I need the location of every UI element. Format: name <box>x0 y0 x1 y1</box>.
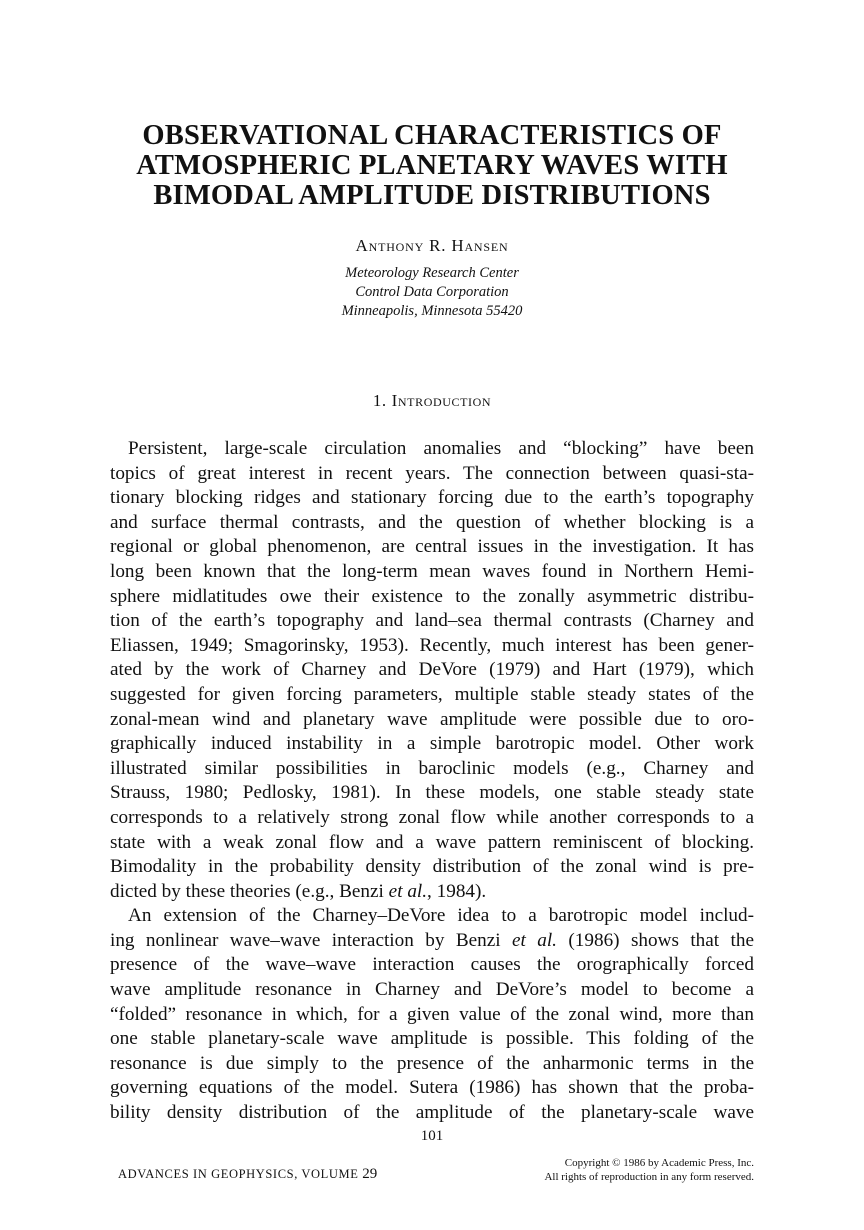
body-line: corresponds to a relatively strong zonal flow while another corresponds to a <box>110 806 754 828</box>
body-line: resonance is due simply to the presence of the anharmonic terms in the <box>110 1052 754 1074</box>
journal-name: ADVANCES IN GEOPHYSICS, VOLUME <box>118 1167 359 1181</box>
copyright-line: Copyright © 1986 by Academic Press, Inc. <box>564 1157 754 1169</box>
journal-footer <box>118 1166 377 1183</box>
body-line: An extension of the Charney–DeVore idea to a barotropic model includ- <box>128 905 754 927</box>
body-line: illustrated similar possibilities in baroclinic models (e.g., Charney and <box>110 757 754 779</box>
title-line: OBSERVATIONAL CHARACTERISTICS OF <box>142 120 722 151</box>
body-line: one stable planetary-scale wave amplitude is possible. This folding of the <box>110 1028 754 1050</box>
body-line: zonal-mean wind and planetary wave amplitude were possible due to oro- <box>110 708 754 730</box>
body-line: topics of great interest in recent years. The connection between quasi-sta- <box>110 462 754 484</box>
paper-title <box>60 121 804 211</box>
author-name: Anthony R. Hansen <box>355 236 509 255</box>
body-line: ated by the work of Charney and DeVore (1979) and Hart (1979), which <box>110 659 754 681</box>
body-line: state with a weak zonal flow and a wave pattern reminiscent of blocking. <box>110 831 754 853</box>
body-line: tion of the earth’s topography and land–sea thermal contrasts (Charney and <box>110 610 754 632</box>
affiliation-line: Meteorology Research Center <box>345 265 519 281</box>
section-heading: 1. Introduction <box>372 391 492 410</box>
volume-number: 29 <box>362 1166 378 1182</box>
page-number: 101 <box>420 1128 444 1144</box>
copyright-line: All rights of reproduction in any form reserved. <box>544 1171 754 1183</box>
body-line: regional or global phenomenon, are central issues in the investigation. It has <box>110 536 754 558</box>
body-line: wave amplitude resonance in Charney and DeVore’s model to become a <box>110 979 754 1001</box>
body-line: graphically induced instability in a simple barotropic model. Other work <box>110 733 754 755</box>
title-line: BIMODAL AMPLITUDE DISTRIBUTIONS <box>153 180 711 211</box>
body-line: bility density distribution of the amplitude of the planetary-scale wave <box>110 1102 754 1124</box>
body-line: long been known that the long-term mean waves found in Northern Hemi- <box>110 560 754 582</box>
affiliation-line: Control Data Corporation <box>355 284 509 300</box>
body-line: Strauss, 1980; Pedlosky, 1981). In these models, one stable steady state <box>110 782 754 804</box>
copyright-notice <box>544 1156 754 1184</box>
affiliation-line: Minneapolis, Minnesota 55420 <box>341 303 523 319</box>
body-text <box>110 437 754 1126</box>
body-line: Bimodality in the probability density distribution of the zonal wind is pre- <box>110 856 754 878</box>
body-line: “folded” resonance in which, for a given value of the zonal wind, more than <box>110 1003 754 1025</box>
affiliation <box>0 264 864 321</box>
body-line: and surface thermal contrasts, and the question of whether blocking is a <box>110 511 754 533</box>
body-line: Persistent, large-scale circulation anomalies and “blocking” have been <box>128 438 754 459</box>
body-line: Eliassen, 1949; Smagorinsky, 1953). Recently, much interest has been gener- <box>110 634 754 656</box>
body-line: suggested for given forcing parameters, multiple stable steady states of the <box>110 683 754 705</box>
body-line: presence of the wave–wave interaction causes the orographically forced <box>110 954 754 976</box>
title-line: ATMOSPHERIC PLANETARY WAVES WITH <box>136 150 728 181</box>
body-line: tionary blocking ridges and stationary forcing due to the earth’s topography <box>110 487 754 509</box>
body-line: dicted by these theories (e.g., Benzi et al., 1984). <box>110 880 487 902</box>
body-line: ing nonlinear wave–wave interaction by Benzi et al. (1986) shows that the <box>110 929 754 951</box>
body-line: governing equations of the model. Sutera (1986) has shown that the proba- <box>110 1077 754 1099</box>
body-line: sphere midlatitudes owe their existence to the zonally asymmetric distribu- <box>110 585 754 607</box>
